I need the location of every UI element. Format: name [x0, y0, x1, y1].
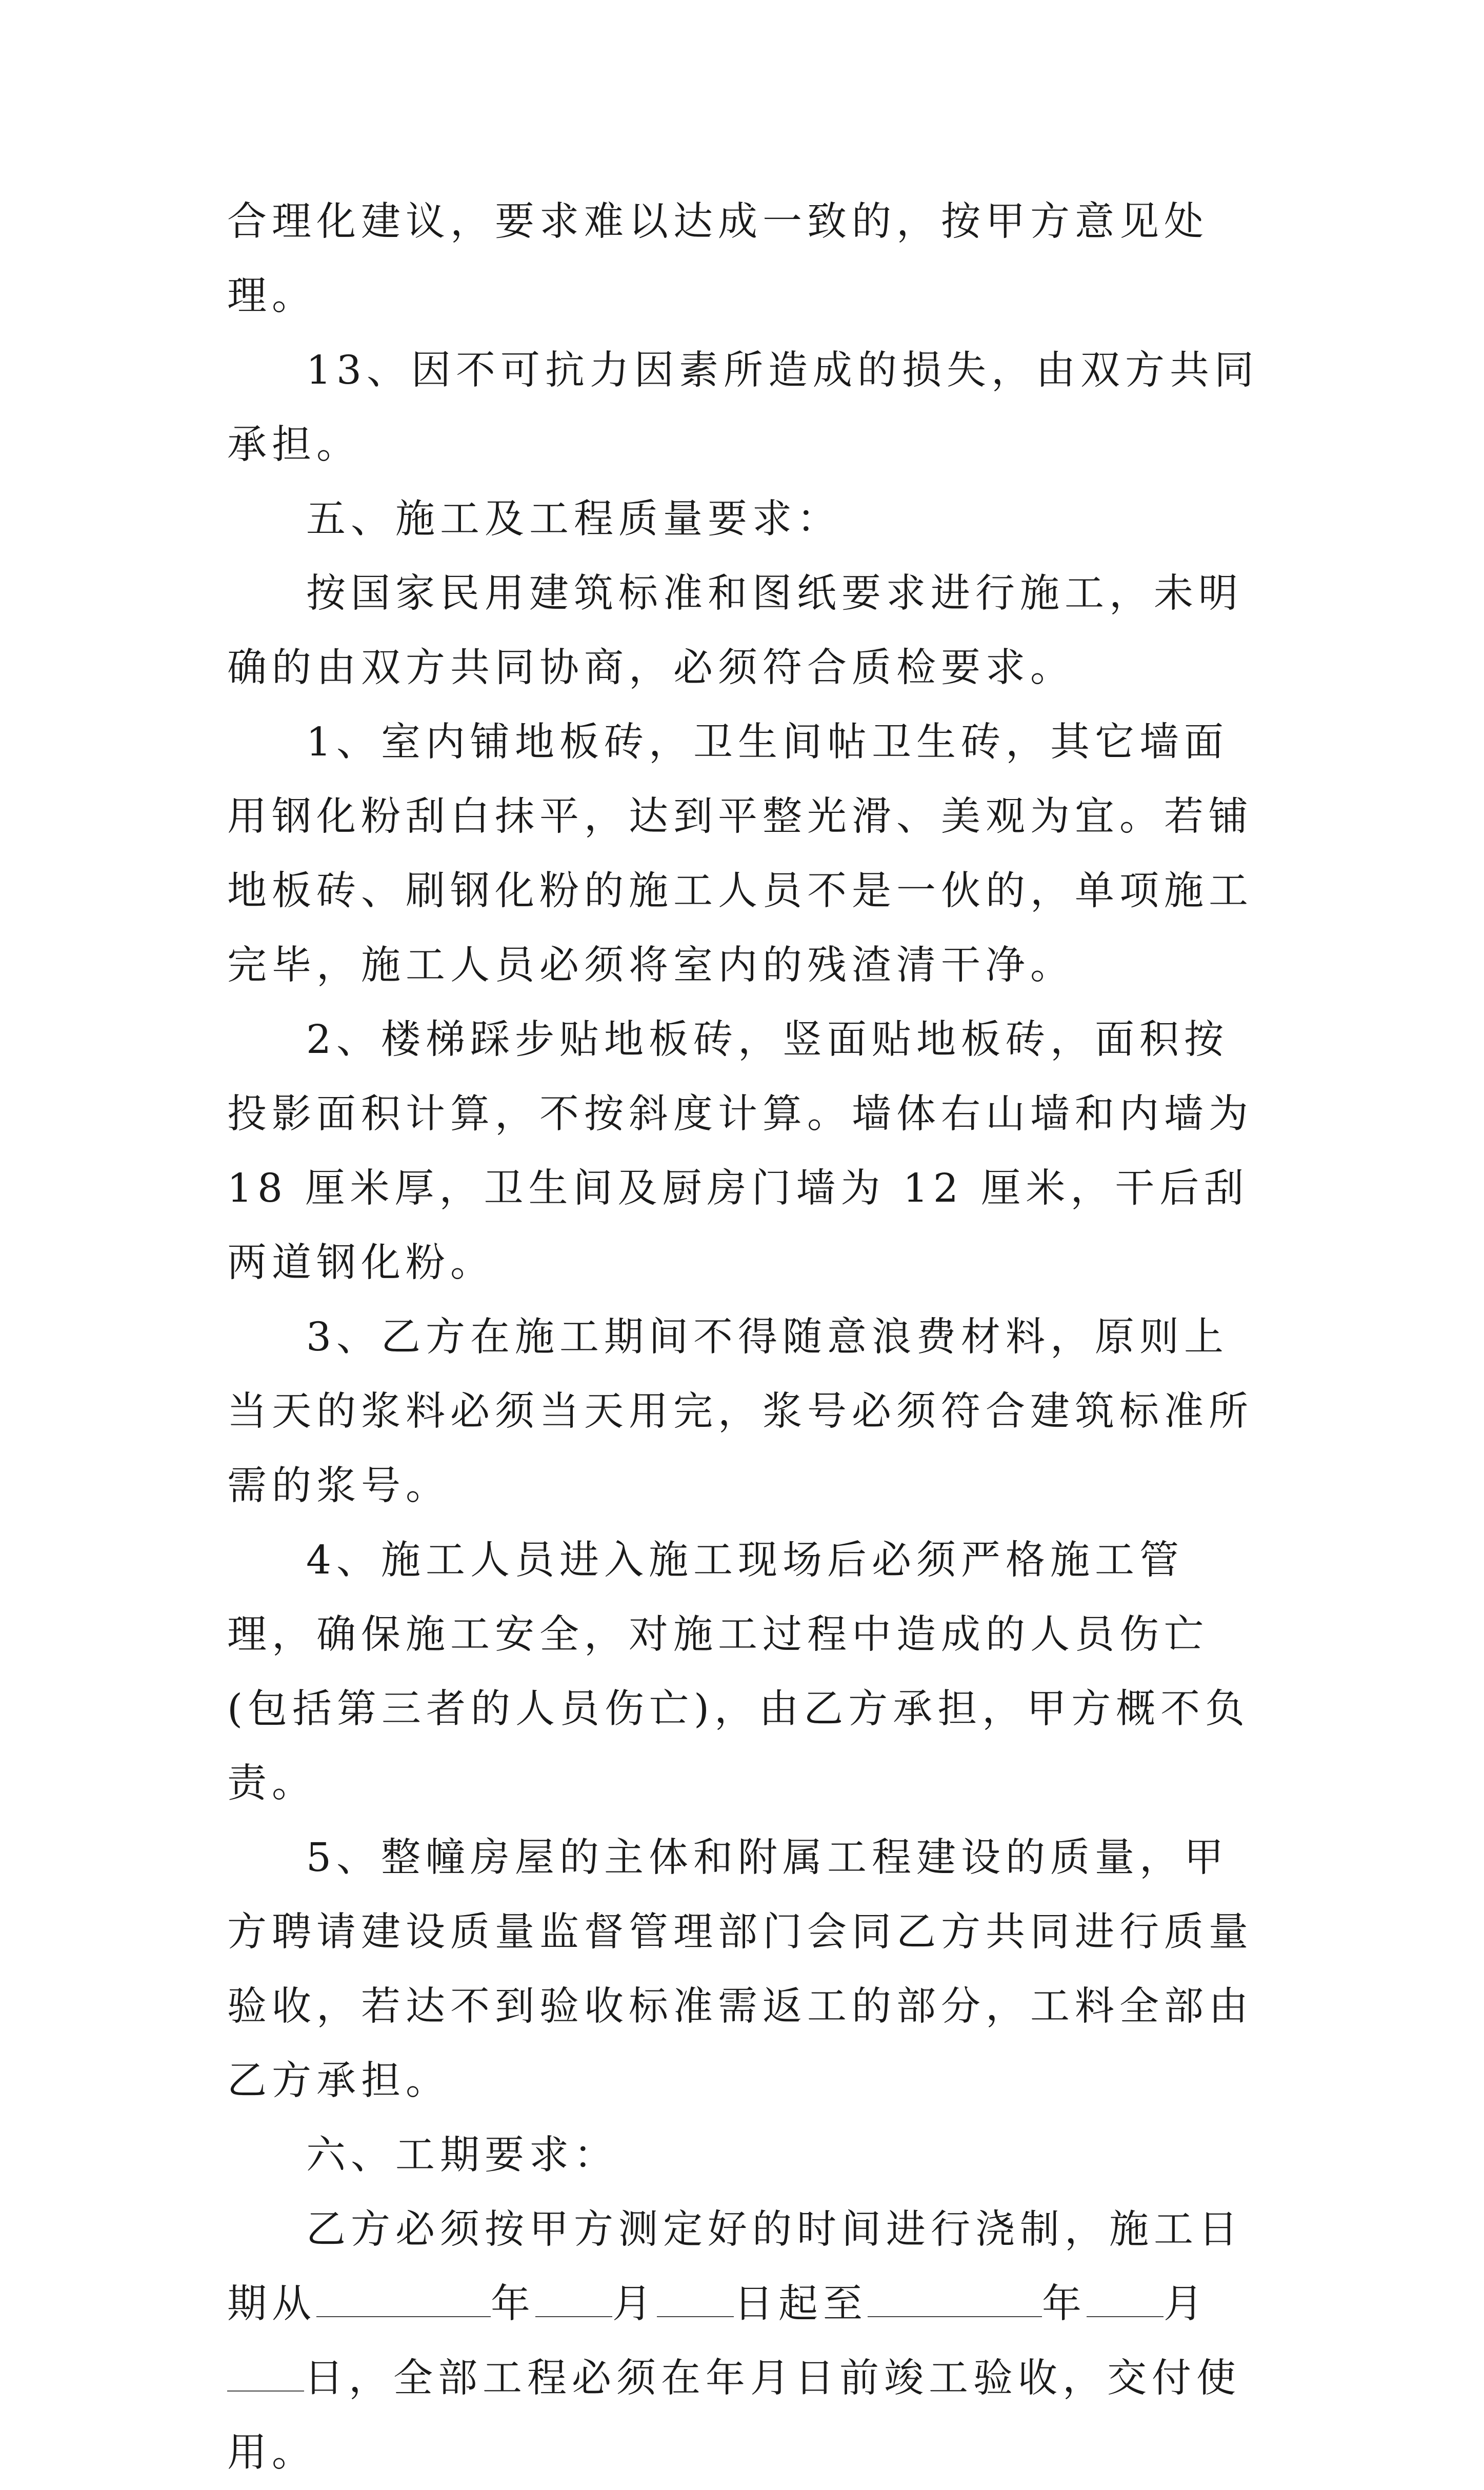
end-year-blank: [868, 2283, 1042, 2317]
quality-item-3: 3、乙方在施工期间不得随意浪费材料，原则上当天的浆料必须当天用完，浆号必须符合建筑标准所需的浆号。: [227, 1314, 1253, 1509]
start-month-label: 月: [612, 2281, 657, 2327]
end-day-label: 日，: [304, 2356, 393, 2401]
start-month-blank: [535, 2283, 612, 2317]
start-year-blank: [316, 2283, 491, 2317]
document-body: [227, 185, 1271, 2490]
section-heading-quality: 五、施工及工程质量要求：: [306, 496, 841, 542]
quality-item-2: 2、楼梯踩步贴地板砖，竖面贴地板砖，面积按投影面积计算，不按斜度计算。墙体右山墙和内墙为 18 厘米厚，卫生间及厨房门墙为 12 厘米，干后刮两道钢化粉。: [227, 1017, 1253, 1286]
paragraph-continuation: 合理化建议，要求难以达成一致的，按甲方意见处理。: [227, 199, 1209, 319]
start-day-blank: [657, 2283, 734, 2317]
quality-intro: 按国家民用建筑标准和图纸要求进行施工，未明确的由双方共同协商，必须符合质检要求。: [227, 571, 1243, 691]
quality-item-4: 4、施工人员进入施工现场后必须严格施工管理，确保施工安全，对施工过程中造成的人员伤亡(包括第三者的人员伤亡)，由乙方承担，甲方概不负责。: [227, 1538, 1250, 1806]
schedule-lead: 乙方必须按甲方测定好的时间进行浇制，施工日期从: [227, 2207, 1243, 2327]
clause-13: 13、因不可抗力因素所造成的损失，由双方共同承担。: [227, 348, 1259, 468]
end-year-label: 年: [1042, 2281, 1087, 2327]
section-heading-schedule: 六、工期要求：: [306, 2133, 618, 2178]
quality-item-1: 1、室内铺地板砖，卫生间帖卫生砖，其它墙面用钢化粉刮白抹平，达到平整光滑、美观为宜。若铺地板砖、刷钢化粉的施工人员不是一伙的，单项施工完毕，施工人员必须将室内的残渣清干净。: [227, 720, 1253, 988]
schedule-closing: 全部工程必须在年月日前竣工验收，交付使用。: [227, 2356, 1241, 2476]
start-day-label: 日起至: [734, 2281, 868, 2327]
end-day-blank: [227, 2358, 304, 2392]
start-year-label: 年: [491, 2281, 535, 2327]
end-month-label: 月: [1164, 2281, 1208, 2327]
end-month-blank: [1087, 2283, 1164, 2317]
schedule-paragraph: [227, 2193, 1271, 2490]
quality-item-5: 5、整幢房屋的主体和附属工程建设的质量，甲方聘请建设质量监督管理部门会同乙方共同进行质量验收，若达不到验收标准需返工的部分，工料全部由乙方承担。: [227, 1835, 1253, 2104]
